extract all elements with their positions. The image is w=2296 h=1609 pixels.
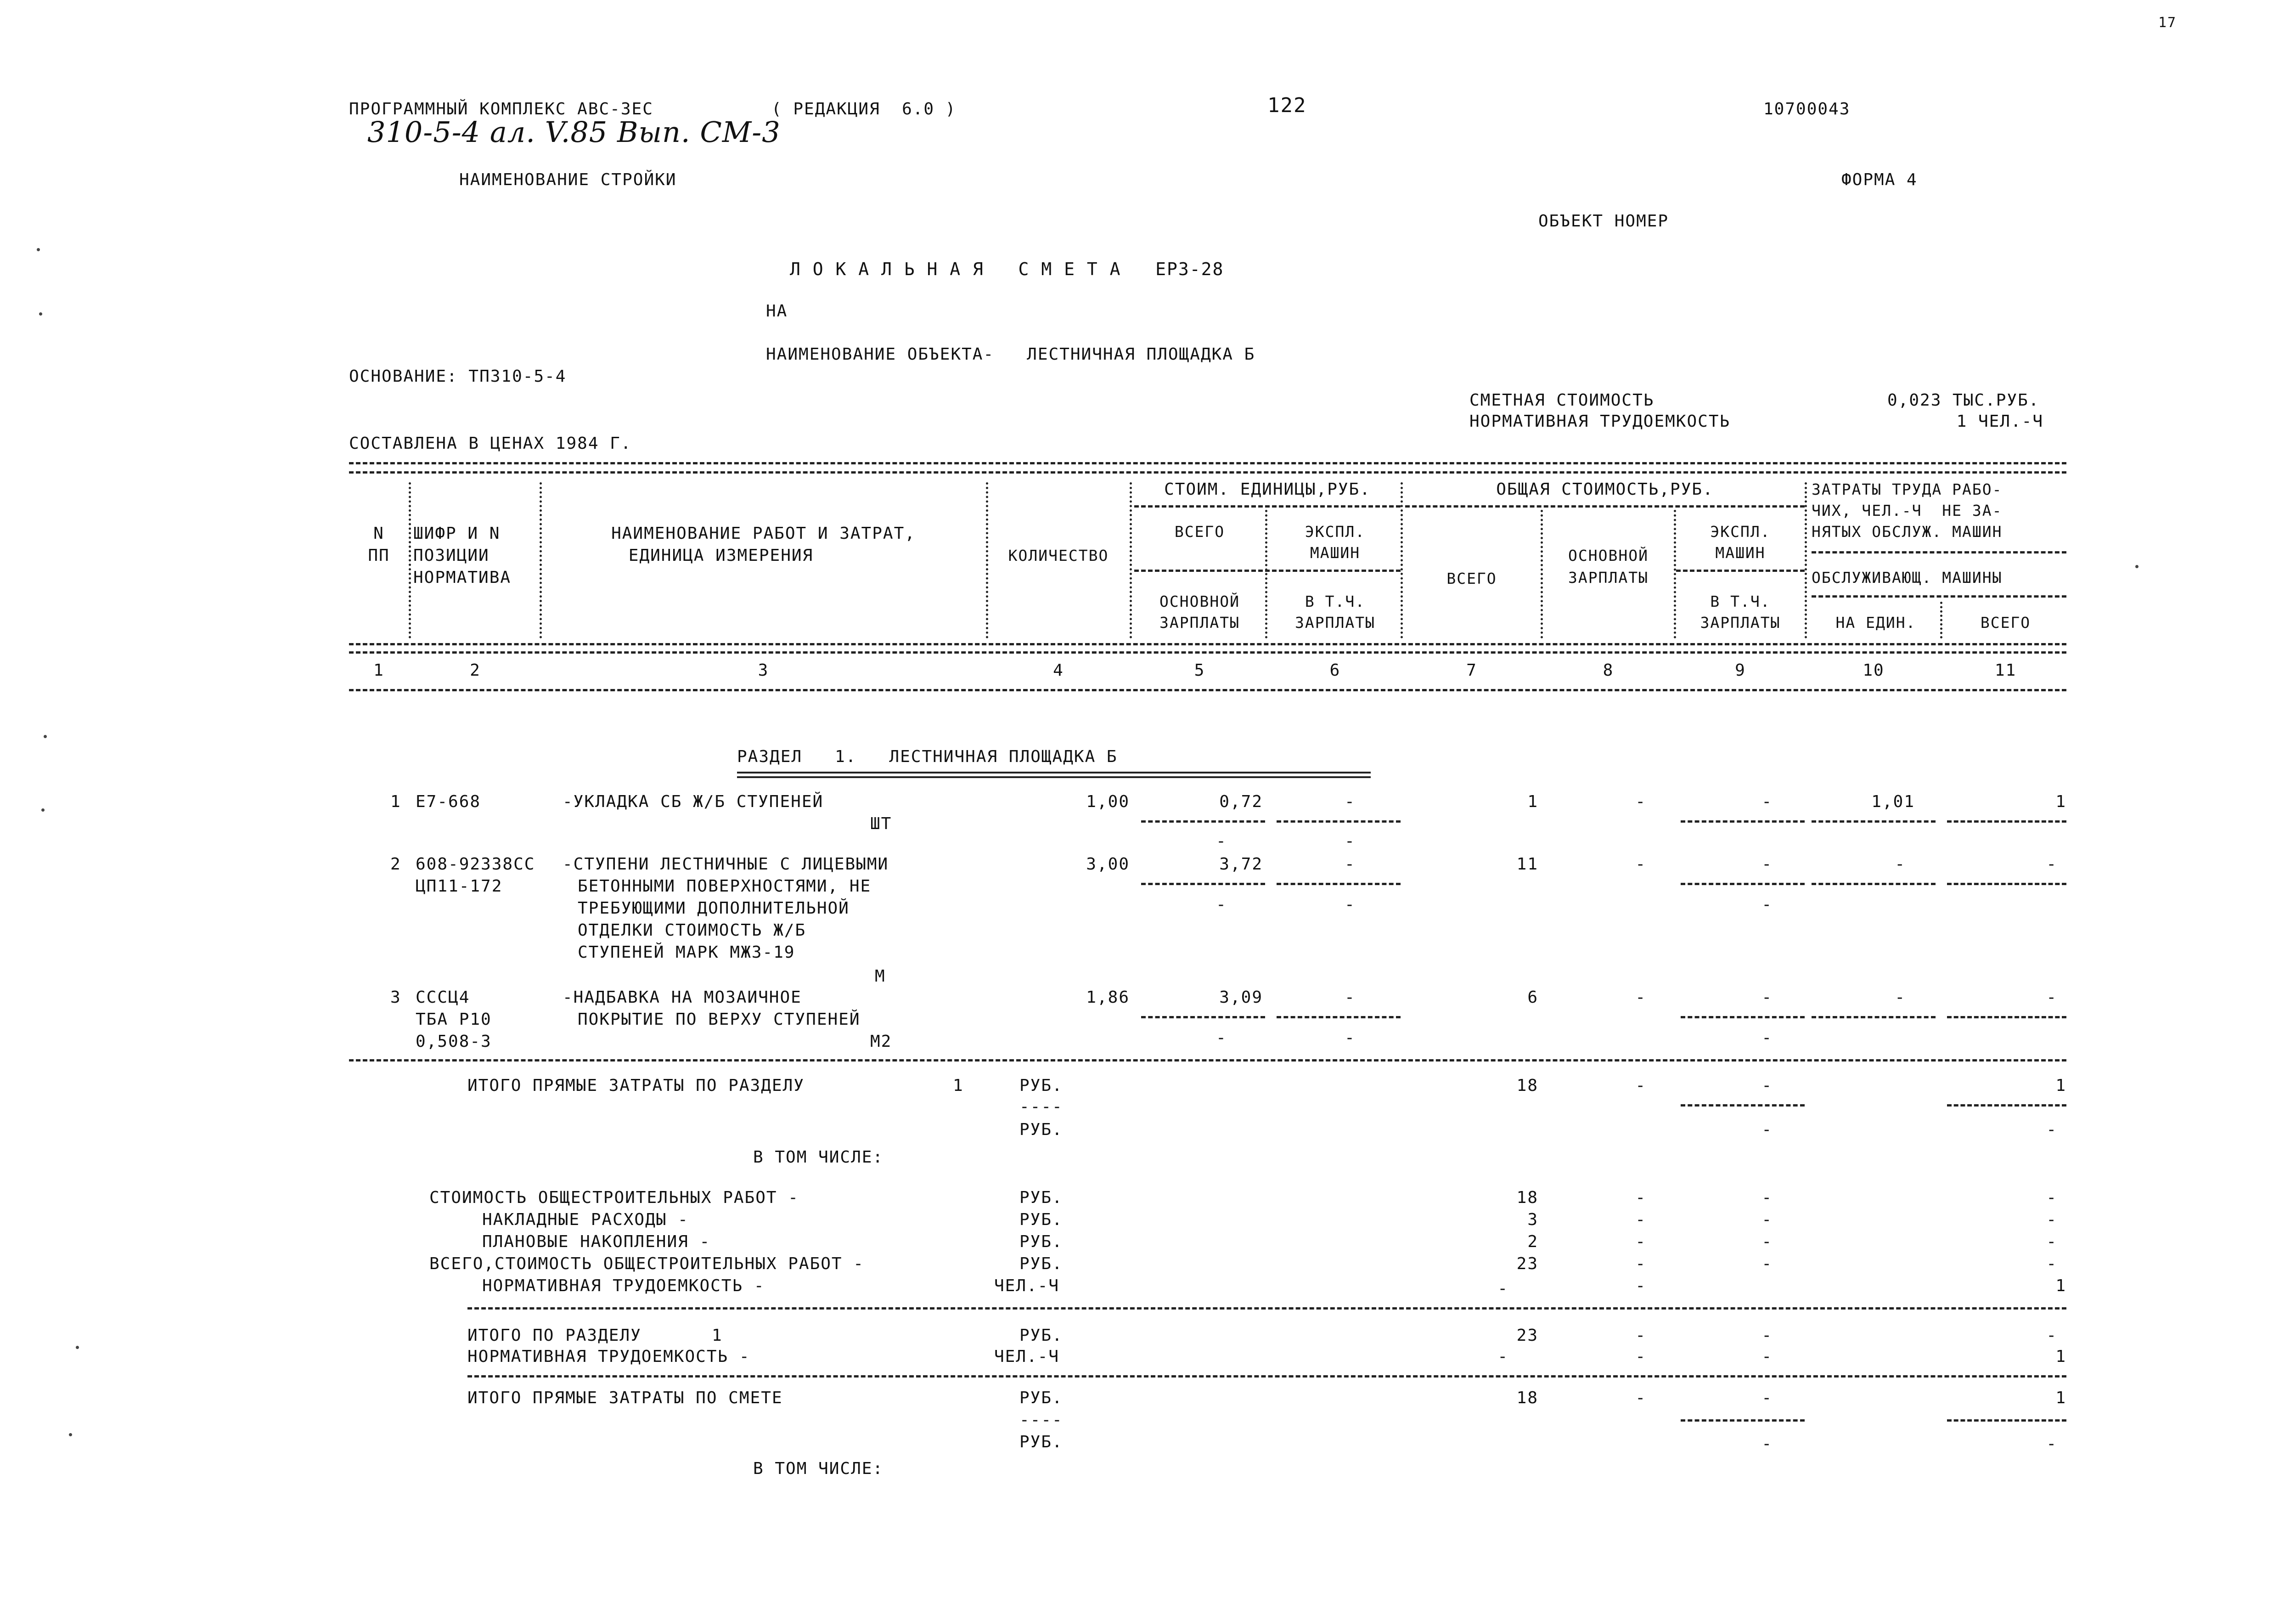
breakdown-unit: РУБ. xyxy=(1019,1232,1063,1251)
item-name: ТРЕБУЮЩИМИ ДОПОЛНИТЕЛЬНОЙ xyxy=(578,899,850,918)
number-row-rule xyxy=(349,689,2066,691)
item-mach-wage: - xyxy=(1761,895,1773,914)
item-unit-wage: - xyxy=(1216,1028,1227,1047)
header-sub-rule xyxy=(1134,505,1401,508)
header-unit-cost: СТОИМ. ЕДИНИЦЫ,РУБ. xyxy=(1164,480,1371,499)
cell-rule xyxy=(1681,883,1805,885)
item-total: 11 xyxy=(1516,855,1538,874)
scan-speck xyxy=(41,808,45,812)
header-c2: ШИФР И N xyxy=(413,524,501,543)
breakdown-unit: ЧЕЛ.-Ч xyxy=(994,1276,1060,1295)
estimated-cost-value: 0,023 ТЫС.РУБ. xyxy=(1887,391,2040,410)
cell-rule xyxy=(1141,1016,1265,1018)
item-unit-mach: - xyxy=(1345,792,1356,811)
item-labor-unit: 1,01 xyxy=(1871,792,1915,811)
item-mach: - xyxy=(1761,855,1773,874)
breakdown-wage: - xyxy=(1635,1254,1646,1273)
section-total-labor-label: НОРМАТИВНАЯ ТРУДОЕМКОСТЬ - xyxy=(467,1347,750,1366)
header-c3: НАИМЕНОВАНИЕ РАБОТ И ЗАТРАТ, xyxy=(611,524,916,543)
cell-rule xyxy=(1947,1419,2066,1422)
section-total-labor-row-wage: - xyxy=(1635,1347,1646,1366)
item-quantity: 1,00 xyxy=(1086,792,1130,811)
section-direct-unit-dash: ---- xyxy=(1019,1097,1063,1116)
breakdown-total: 2 xyxy=(1527,1232,1538,1251)
breakdown-mach: - xyxy=(1761,1254,1773,1273)
handwritten-note: 310-5-4 ал. V.85 Вып. СМ-3 xyxy=(367,115,781,149)
col-number: 8 xyxy=(1603,661,1614,680)
item-unit: М xyxy=(875,967,886,986)
cell-rule xyxy=(1812,820,1936,823)
item-unit-mach: - xyxy=(1345,988,1356,1007)
document-code: 10700043 xyxy=(1763,100,1851,119)
cell-rule xyxy=(1947,1104,2066,1107)
col-number: 6 xyxy=(1329,661,1341,680)
breakdown-total: 3 xyxy=(1527,1210,1538,1229)
item-labor-total: - xyxy=(2046,855,2057,874)
section-total-labor: - xyxy=(2046,1326,2057,1345)
breakdown-unit: РУБ. xyxy=(1019,1254,1063,1273)
header-c5: ВСЕГО xyxy=(1174,523,1225,541)
breakdown-label: ВСЕГО,СТОИМОСТЬ ОБЩЕСТРОИТЕЛЬНЫХ РАБОТ - xyxy=(429,1254,864,1273)
scan-speck xyxy=(76,1346,79,1349)
breakdown-mach: - xyxy=(1761,1232,1773,1251)
breakdown-unit: РУБ. xyxy=(1019,1188,1063,1207)
item-number: 2 xyxy=(390,855,401,874)
item-total: 6 xyxy=(1527,988,1538,1007)
cell-rule xyxy=(1947,820,2066,823)
header-c3: ЕДИНИЦА ИЗМЕРЕНИЯ xyxy=(628,546,814,565)
item-code: 0,508-3 xyxy=(416,1032,492,1051)
table-top-rule xyxy=(349,462,2066,464)
item-name: -УКЛАДКА СБ Ж/Б СТУПЕНЕЙ xyxy=(563,792,824,811)
col-sep xyxy=(1940,602,1942,638)
scan-speck xyxy=(69,1433,72,1436)
item-unit-mach-wage: - xyxy=(1345,1028,1356,1047)
item-unit-mach: - xyxy=(1345,855,1356,874)
item-mach: - xyxy=(1761,988,1773,1007)
header-c1: N xyxy=(373,524,384,543)
breakdown-labor: - xyxy=(2046,1210,2057,1229)
breakdown-wage: - xyxy=(1635,1232,1646,1251)
cell-rule xyxy=(1277,820,1401,823)
estimate-direct-wage: - xyxy=(1635,1389,1646,1407)
header-c9: В Т.Ч. xyxy=(1710,593,1771,610)
item-unit-total: 0,72 xyxy=(1219,792,1263,811)
corner-mark: 17 xyxy=(2158,15,2177,31)
item-name: СТУПЕНЕЙ МАРК МЖ3-19 xyxy=(578,943,795,962)
section-direct-unit: РУБ. xyxy=(1019,1076,1063,1095)
col-sep xyxy=(1401,482,1403,638)
item-name: ПОКРЫТИЕ ПО ВЕРХУ СТУПЕНЕЙ xyxy=(578,1010,861,1029)
prices-label: СОСТАВЛЕНА В ЦЕНАХ 1984 Г. xyxy=(349,434,632,453)
header-c1: ПП xyxy=(368,546,390,565)
col-sep xyxy=(409,482,411,638)
section-underline xyxy=(737,772,1371,778)
header-c6: В Т.Ч. xyxy=(1305,593,1366,610)
breakdown-wage: - xyxy=(1635,1188,1646,1207)
section-total-number: 1 xyxy=(712,1326,723,1345)
section-total-wage: - xyxy=(1635,1326,1646,1345)
item-unit-mach-wage: - xyxy=(1345,895,1356,914)
breakdown-mach: - xyxy=(1761,1210,1773,1229)
breakdown-total: 23 xyxy=(1516,1254,1538,1273)
item-unit-total: 3,72 xyxy=(1219,855,1263,874)
cell-rule xyxy=(1947,883,2066,885)
estimate-direct-labor2: - xyxy=(2046,1434,2057,1453)
breakdown-bottom-rule xyxy=(467,1307,2066,1310)
section-total-label: ИТОГО ПО РАЗДЕЛУ xyxy=(467,1326,642,1345)
header-c2: ПОЗИЦИИ xyxy=(413,546,490,565)
estimate-direct-unit-dash: ---- xyxy=(1019,1411,1063,1429)
section-total-bottom-rule xyxy=(467,1375,2066,1378)
section-direct-total: 18 xyxy=(1516,1076,1538,1095)
item-code: 608-92338СС xyxy=(416,855,535,874)
footer-including-label: В ТОМ ЧИСЛЕ: xyxy=(753,1459,884,1478)
scan-speck xyxy=(37,248,40,251)
items-bottom-rule xyxy=(349,1059,2066,1061)
section-total-labor-unit: ЧЕЛ.-Ч xyxy=(994,1347,1060,1366)
header-c4: КОЛИЧЕСТВО xyxy=(1008,547,1109,565)
header-c9: МАШИН xyxy=(1715,544,1766,562)
header-c5: ЗАРПЛАТЫ xyxy=(1159,614,1240,632)
item-mach-wage: - xyxy=(1761,1028,1773,1047)
item-number: 3 xyxy=(390,988,401,1007)
labor-value: 1 ЧЕЛ.-Ч xyxy=(1956,412,2043,431)
item-name: -СТУПЕНИ ЛЕСТНИЧНЫЕ С ЛИЦЕВЫМИ xyxy=(563,855,889,874)
header-c7: ВСЕГО xyxy=(1446,570,1497,587)
section-title: РАЗДЕЛ 1. ЛЕСТНИЧНАЯ ПЛОЩАДКА Б xyxy=(737,747,1118,766)
header-c8: ЗАРПЛАТЫ xyxy=(1568,569,1649,587)
item-number: 1 xyxy=(390,792,401,811)
item-unit: ШТ xyxy=(870,814,892,833)
header-c5: ОСНОВНОЙ xyxy=(1159,593,1240,610)
item-name: БЕТОННЫМИ ПОВЕРХНОСТЯМИ, НЕ xyxy=(578,877,872,896)
col-sep xyxy=(540,482,542,638)
header-c9: ЭКСПЛ. xyxy=(1710,523,1771,541)
header-c10: НА ЕДИН. xyxy=(1835,614,1916,632)
breakdown-total: - xyxy=(1497,1279,1508,1298)
item-quantity: 1,86 xyxy=(1086,988,1130,1007)
item-code: ЦП11-172 xyxy=(416,877,503,896)
cell-rule xyxy=(1812,1016,1936,1018)
breakdown-label: НАКЛАДНЫЕ РАСХОДЫ - xyxy=(482,1210,689,1229)
col-number: 9 xyxy=(1735,661,1746,680)
estimate-direct-total: 18 xyxy=(1516,1389,1538,1407)
item-code: ТБА Р10 xyxy=(416,1010,492,1029)
breakdown-labor: 1 xyxy=(2055,1276,2066,1295)
item-unit-mach-wage: - xyxy=(1345,832,1356,851)
col-number: 2 xyxy=(470,661,481,680)
item-code: СССЦ4 xyxy=(416,988,470,1007)
item-labor-unit: - xyxy=(1895,855,1906,874)
breakdown-label: СТОИМОСТЬ ОБЩЕСТРОИТЕЛЬНЫХ РАБОТ - xyxy=(429,1188,799,1207)
col-number: 11 xyxy=(1994,661,2017,680)
cell-rule xyxy=(1812,883,1936,885)
header-c8: ОСНОВНОЙ xyxy=(1568,547,1649,565)
estimate-direct-unit2: РУБ. xyxy=(1019,1433,1063,1451)
scan-speck xyxy=(39,312,42,316)
item-labor-unit: - xyxy=(1895,988,1906,1007)
section-direct-labor2: - xyxy=(2046,1120,2057,1139)
item-labor-total: 1 xyxy=(2055,792,2066,811)
item-wage: - xyxy=(1635,855,1646,874)
cell-rule xyxy=(1141,883,1265,885)
item-unit-total: 3,09 xyxy=(1219,988,1263,1007)
edition-label: ( РЕДАКЦИЯ 6.0 ) xyxy=(771,100,957,119)
cell-rule xyxy=(1681,1104,1805,1107)
col-number: 7 xyxy=(1466,661,1477,680)
breakdown-label: НОРМАТИВНАЯ ТРУДОЕМКОСТЬ - xyxy=(482,1276,765,1295)
item-name: -НАДБАВКА НА МОЗАИЧНОЕ xyxy=(563,988,802,1007)
section-total-mach: - xyxy=(1761,1326,1773,1345)
including-label: В ТОМ ЧИСЛЕ: xyxy=(753,1148,884,1167)
cell-rule xyxy=(1681,1016,1805,1018)
section-total-labor-row-total: - xyxy=(1497,1347,1508,1366)
item-total: 1 xyxy=(1527,792,1538,811)
header-sub-rule xyxy=(1812,551,2066,553)
section-direct-labor: 1 xyxy=(2055,1076,2066,1095)
cell-rule xyxy=(1277,883,1401,885)
col-sep xyxy=(1130,482,1132,638)
object-name: НАИМЕНОВАНИЕ ОБЪЕКТА- ЛЕСТНИЧНАЯ ПЛОЩАДКА Б xyxy=(766,345,1255,364)
na-label: НА xyxy=(766,302,788,321)
estimate-direct-labor: 1 xyxy=(2055,1389,2066,1407)
breakdown-label: ПЛАНОВЫЕ НАКОПЛЕНИЯ - xyxy=(482,1232,711,1251)
construction-name-label: НАИМЕНОВАНИЕ СТРОЙКИ xyxy=(459,170,677,189)
header-labor: ОБСЛУЖИВАЮЩ. МАШИНЫ xyxy=(1812,569,2003,587)
header-sub-rule xyxy=(1134,570,1401,572)
header-c6: ЗАРПЛАТЫ xyxy=(1295,614,1375,632)
scan-speck xyxy=(2135,565,2138,568)
item-name: ОТДЕЛКИ СТОИМОСТЬ Ж/Б xyxy=(578,921,806,940)
item-unit: М2 xyxy=(870,1032,892,1051)
header-total-cost: ОБЩАЯ СТОИМОСТЬ,РУБ. xyxy=(1496,480,1714,499)
breakdown-labor: - xyxy=(2046,1232,2057,1251)
col-number: 5 xyxy=(1194,661,1205,680)
estimate-direct-label: ИТОГО ПРЯМЫЕ ЗАТРАТЫ ПО СМЕТЕ xyxy=(467,1389,783,1407)
header-c11: ВСЕГО xyxy=(1980,614,2031,632)
breakdown-labor: - xyxy=(2046,1188,2057,1207)
scan-speck xyxy=(44,735,47,738)
object-number-label: ОБЪЕКТ НОМЕР xyxy=(1538,212,1669,231)
section-direct-number: 1 xyxy=(953,1076,964,1095)
section-direct-wage: - xyxy=(1635,1076,1646,1095)
item-labor-total: - xyxy=(2046,988,2057,1007)
header-c2: НОРМАТИВА xyxy=(413,568,512,587)
col-number: 3 xyxy=(758,661,769,680)
header-sub-rule xyxy=(1405,505,1805,508)
breakdown-wage: - xyxy=(1635,1276,1646,1295)
cell-rule xyxy=(1681,820,1805,823)
header-c6: ЭКСПЛ. xyxy=(1305,523,1366,541)
section-total-labor-row-mach: - xyxy=(1761,1347,1773,1366)
item-wage: - xyxy=(1635,792,1646,811)
estimate-direct-mach-wage: - xyxy=(1761,1434,1773,1453)
header-bottom-rule-2 xyxy=(349,651,2066,654)
breakdown-labor: - xyxy=(2046,1254,2057,1273)
section-direct-unit2: РУБ. xyxy=(1019,1120,1063,1139)
form-label: ФОРМА 4 xyxy=(1841,170,1918,189)
item-code: Е7-668 xyxy=(416,792,481,811)
table-top-rule-2 xyxy=(349,471,2066,474)
col-number: 4 xyxy=(1053,661,1064,680)
header-bottom-rule xyxy=(349,643,2066,645)
header-sub-rule xyxy=(1812,595,2066,598)
cell-rule xyxy=(1681,1419,1805,1422)
breakdown-mach: - xyxy=(1761,1188,1773,1207)
item-mach: - xyxy=(1761,792,1773,811)
item-wage: - xyxy=(1635,988,1646,1007)
estimate-direct-mach: - xyxy=(1761,1389,1773,1407)
section-total-unit: РУБ. xyxy=(1019,1326,1063,1345)
basis-label: ОСНОВАНИЕ: ТП310-5-4 xyxy=(349,367,567,386)
col-number: 1 xyxy=(373,661,384,680)
cell-rule xyxy=(1141,820,1265,823)
section-total-labor-row-value: 1 xyxy=(2055,1347,2066,1366)
page-number: 122 xyxy=(1267,94,1307,117)
item-unit-wage: - xyxy=(1216,895,1227,914)
section-direct-mach-wage: - xyxy=(1761,1120,1773,1139)
section-total-total: 23 xyxy=(1516,1326,1538,1345)
section-direct-mach: - xyxy=(1761,1076,1773,1095)
item-quantity: 3,00 xyxy=(1086,855,1130,874)
labor-label: НОРМАТИВНАЯ ТРУДОЕМКОСТЬ xyxy=(1469,412,1731,431)
cell-rule xyxy=(1277,1016,1401,1018)
breakdown-unit: РУБ. xyxy=(1019,1210,1063,1229)
item-unit-wage: - xyxy=(1216,832,1227,851)
estimate-direct-unit: РУБ. xyxy=(1019,1389,1063,1407)
header-c6: МАШИН xyxy=(1310,544,1361,562)
header-labor: ЗАТРАТЫ ТРУДА РАБО- xyxy=(1812,480,2003,498)
col-sep xyxy=(1805,482,1807,638)
header-c9: ЗАРПЛАТЫ xyxy=(1700,614,1781,632)
document-title: Л О К А Л Ь Н А Я С М Е Т А ЕР3-28 xyxy=(790,259,1224,279)
col-number: 10 xyxy=(1863,661,1885,680)
col-sep xyxy=(1265,510,1267,638)
cell-rule xyxy=(1947,1016,2066,1018)
breakdown-wage: - xyxy=(1635,1210,1646,1229)
header-labor: НЯТЫХ ОБСЛУЖ. МАШИН xyxy=(1812,523,2003,541)
header-sub-rule xyxy=(1676,570,1805,572)
section-direct-label: ИТОГО ПРЯМЫЕ ЗАТРАТЫ ПО РАЗДЕЛУ xyxy=(467,1076,805,1095)
header-labor: ЧИХ, ЧЕЛ.-Ч НЕ ЗА- xyxy=(1812,502,2003,519)
breakdown-total: 18 xyxy=(1516,1188,1538,1207)
program-name: ПРОГРАММНЫЙ КОМПЛЕКС АВС-3ЕС xyxy=(349,100,653,119)
estimated-cost-label: СМЕТНАЯ СТОИМОСТЬ xyxy=(1469,391,1654,410)
